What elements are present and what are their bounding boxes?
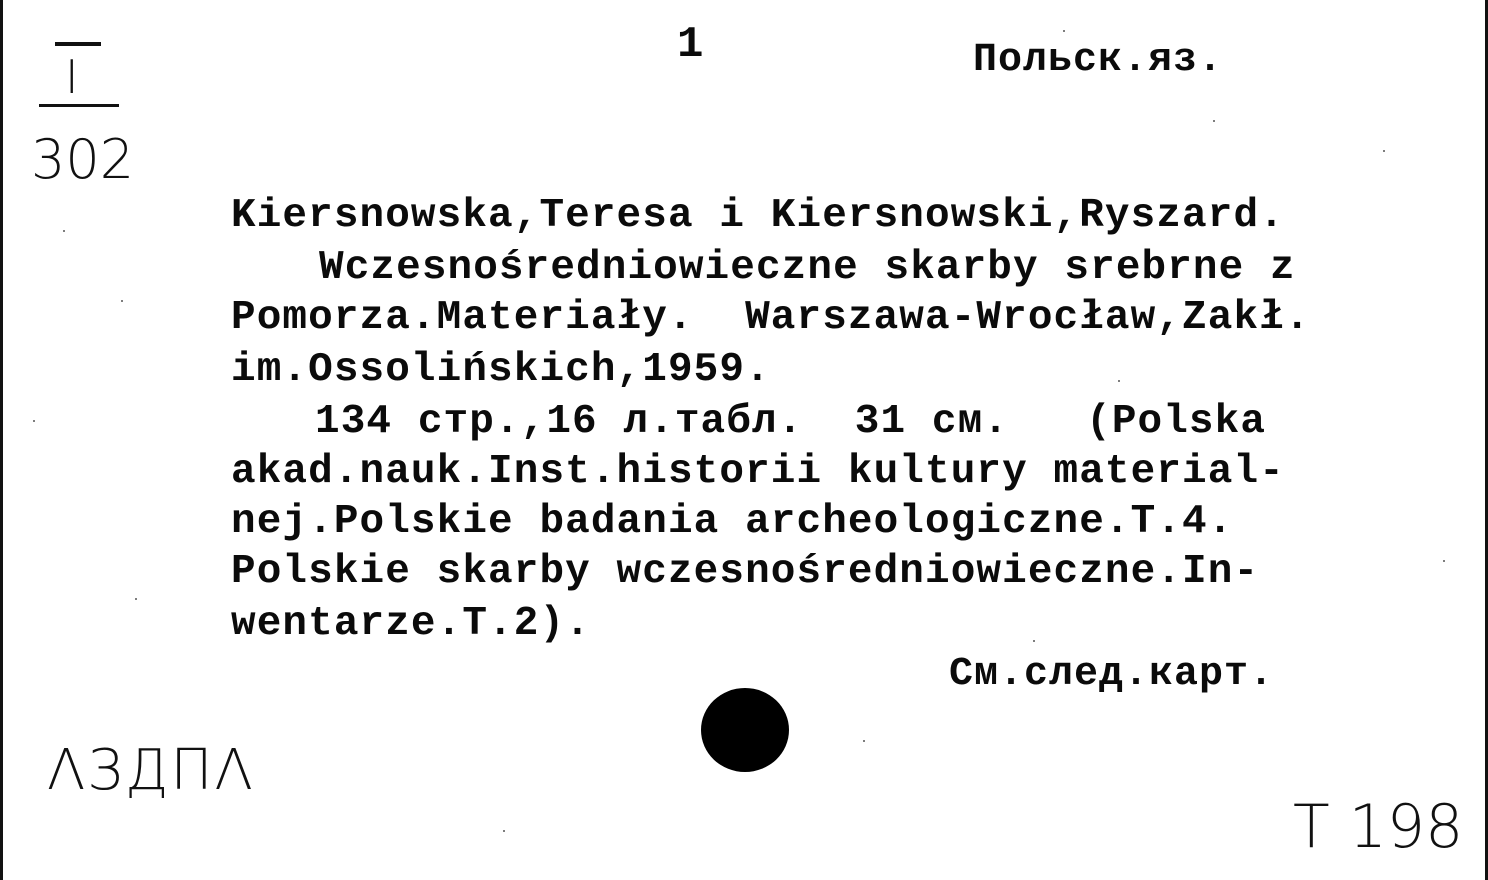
scan-speck xyxy=(135,598,137,600)
shelf-mark-overbar xyxy=(55,42,101,46)
shelf-mark-top: I xyxy=(65,50,79,104)
handwritten-code: ΛЗДПΛ xyxy=(47,738,255,803)
continuation-note: См.след.карт. xyxy=(949,652,1275,697)
scan-speck xyxy=(33,420,35,422)
scan-speck xyxy=(1033,640,1035,642)
series-line-1: akad.nauk.Inst.historii kultury material- xyxy=(231,449,1285,495)
author-line: Kiersnowska,Teresa i Kiersnowski,Ryszard. xyxy=(231,193,1285,239)
inventory-number: T 198 xyxy=(1293,792,1464,862)
series-line-3: Polskie skarby wczesnośredniowieczne.In- xyxy=(231,549,1260,595)
punch-hole xyxy=(701,688,789,772)
scan-speck xyxy=(1063,30,1065,32)
title-line-3: im.Ossolińskich,1959. xyxy=(231,347,771,393)
series-line-4: wentarze.T.2). xyxy=(231,601,591,647)
shelf-mark-bottom: 302 xyxy=(31,128,135,191)
language-heading: Польск.яз. xyxy=(973,38,1224,83)
series-line-2: nej.Polskie badania archeologiczne.T.4. xyxy=(231,499,1234,545)
collation-line: 134 стр.,16 л.табл. 31 см. (Polska xyxy=(315,399,1267,445)
card-number: 1 xyxy=(677,20,705,70)
scan-speck xyxy=(1443,560,1445,562)
scan-speck xyxy=(863,740,865,742)
scan-speck xyxy=(1118,380,1120,382)
title-line-2: Pomorza.Materiały. Warszawa-Wrocław,Zakł. xyxy=(231,295,1311,341)
scan-speck xyxy=(503,830,505,832)
scan-speck xyxy=(121,300,123,302)
scan-speck xyxy=(63,230,65,232)
title-line-1: Wczesnośredniowieczne skarby srebrne z xyxy=(319,245,1296,291)
scan-speck xyxy=(1383,150,1385,152)
shelf-mark-divider xyxy=(39,104,119,107)
scan-speck xyxy=(1213,120,1215,122)
